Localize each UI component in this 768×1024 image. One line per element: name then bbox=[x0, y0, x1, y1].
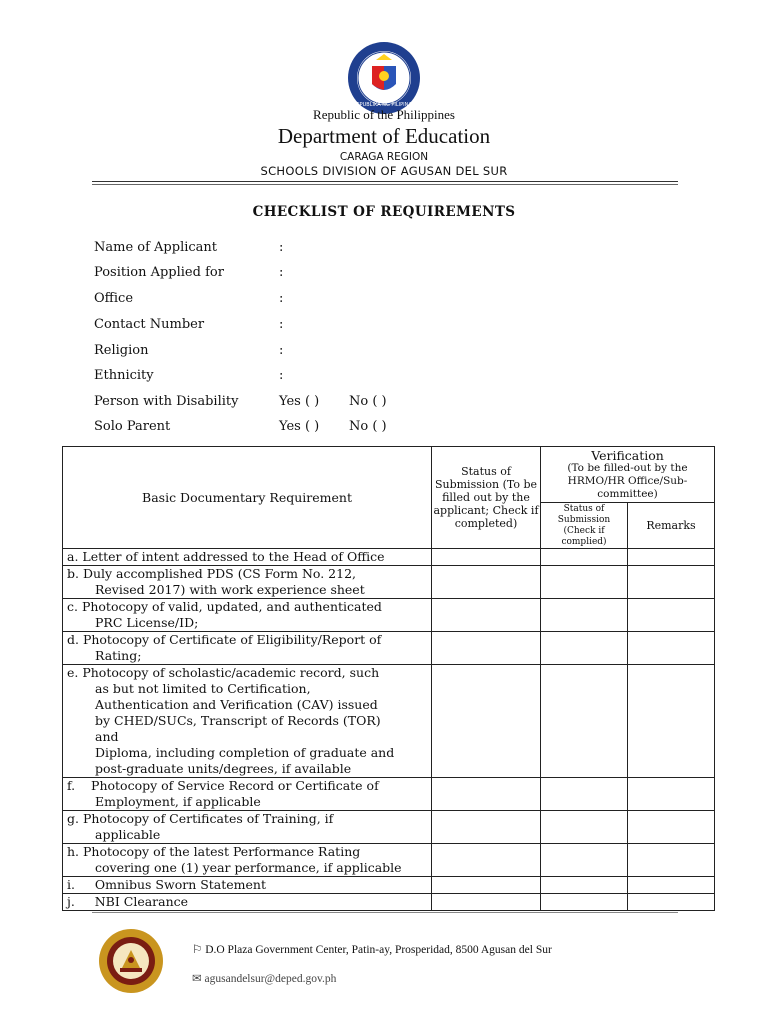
form-title: CHECKLIST OF REQUIREMENTS bbox=[252, 204, 516, 220]
footer-divider bbox=[92, 912, 678, 913]
header-divider bbox=[92, 181, 678, 185]
verification-title: Verification bbox=[591, 448, 664, 463]
requirements-table bbox=[62, 446, 715, 911]
verification-cell[interactable] bbox=[541, 844, 628, 877]
address-text: D.O Plaza Government Center, Patin-ay, Prosperidad, 8500 Agusan del Sur bbox=[205, 944, 552, 956]
requirement-text: and bbox=[95, 729, 119, 744]
deped-seal-logo bbox=[346, 40, 422, 116]
verification-cell[interactable] bbox=[541, 778, 628, 811]
status-cell[interactable] bbox=[432, 844, 541, 877]
remarks-cell[interactable] bbox=[628, 599, 715, 632]
remarks-cell[interactable] bbox=[628, 778, 715, 811]
department-title: Department of Education bbox=[277, 124, 491, 148]
remarks-cell[interactable] bbox=[628, 844, 715, 877]
field-solo-parent-label: Solo Parent bbox=[94, 419, 171, 434]
requirement-text: f. Photocopy of Service Record or Certificate of bbox=[67, 778, 379, 793]
requirement-text: g. Photocopy of Certificates of Training, if bbox=[67, 811, 334, 826]
remarks-cell[interactable] bbox=[628, 549, 715, 566]
field-pwd-label: Person with Disability bbox=[94, 394, 239, 409]
status-cell[interactable] bbox=[432, 632, 541, 665]
field-office-label: Office bbox=[94, 291, 134, 306]
requirement-text: Authentication and Verification (CAV) issued bbox=[95, 697, 378, 712]
field-position-label: Position Applied for bbox=[94, 265, 224, 280]
status-cell[interactable] bbox=[432, 549, 541, 566]
status-cell[interactable] bbox=[432, 599, 541, 632]
requirement-text: e. Photocopy of scholastic/academic record, such bbox=[67, 665, 380, 680]
table-row bbox=[63, 877, 715, 894]
header-verification-status: Status of Submission (Check if complied) bbox=[541, 503, 628, 549]
verification-cell[interactable] bbox=[541, 549, 628, 566]
pwd-no-checkbox[interactable]: No ( ) bbox=[349, 394, 387, 409]
email-text[interactable]: agusandelsur@deped.gov.ph bbox=[204, 973, 337, 985]
verification-cell[interactable] bbox=[541, 632, 628, 665]
pwd-yes-checkbox[interactable]: Yes ( ) bbox=[279, 394, 320, 409]
table-row bbox=[63, 844, 715, 877]
requirement-text: Rating; bbox=[95, 648, 142, 663]
republic-heading: Republic of the Philippines bbox=[313, 107, 455, 122]
field-religion-label: Religion bbox=[94, 343, 149, 358]
field-name-colon: : bbox=[279, 240, 284, 255]
field-position-colon: : bbox=[279, 265, 284, 280]
field-religion-colon: : bbox=[279, 343, 284, 358]
footer-email bbox=[192, 971, 337, 985]
location-icon: ⚐ bbox=[192, 944, 203, 956]
requirement-text: Employment, if applicable bbox=[95, 794, 261, 809]
table-row bbox=[63, 549, 715, 566]
requirement-text: h. Photocopy of the latest Performance Rating bbox=[67, 844, 361, 859]
field-ethnicity-colon: : bbox=[279, 368, 284, 383]
requirement-text: c. Photocopy of valid, updated, and authenticated bbox=[67, 599, 382, 614]
requirement-text: d. Photocopy of Certificate of Eligibility/Report of bbox=[67, 632, 382, 647]
region-label: CARAGA REGION bbox=[339, 151, 429, 163]
requirement-text: by CHED/SUCs, Transcript of Records (TOR) bbox=[95, 713, 381, 728]
header-remarks: Remarks bbox=[628, 503, 715, 549]
field-ethnicity-label: Ethnicity bbox=[94, 368, 154, 383]
solo-parent-no-checkbox[interactable]: No ( ) bbox=[349, 419, 387, 434]
requirement-text: covering one (1) year performance, if applicable bbox=[95, 860, 402, 875]
status-cell[interactable] bbox=[432, 778, 541, 811]
field-name-label: Name of Applicant bbox=[94, 240, 218, 255]
requirement-text: applicable bbox=[95, 827, 161, 842]
header-basic-requirement: Basic Documentary Requirement bbox=[63, 447, 432, 549]
requirement-text: PRC License/ID; bbox=[95, 615, 199, 630]
mail-icon: ✉ bbox=[192, 973, 202, 985]
remarks-cell[interactable] bbox=[628, 566, 715, 599]
table-row bbox=[63, 632, 715, 665]
header-status-submission: Status of Submission (To be filled out by the applicant; Check if completed) bbox=[432, 447, 541, 549]
remarks-cell[interactable] bbox=[628, 632, 715, 665]
verification-cell[interactable] bbox=[541, 566, 628, 599]
division-label: SCHOOLS DIVISION OF AGUSAN DEL SUR bbox=[260, 164, 508, 178]
field-contact-label: Contact Number bbox=[94, 317, 205, 332]
status-cell[interactable] bbox=[432, 811, 541, 844]
table-row bbox=[63, 811, 715, 844]
status-cell[interactable] bbox=[432, 566, 541, 599]
deped-footer-logo bbox=[98, 928, 164, 994]
verification-cell[interactable] bbox=[541, 665, 628, 778]
verification-cell[interactable] bbox=[541, 877, 628, 894]
remarks-cell[interactable] bbox=[628, 665, 715, 778]
table-row bbox=[63, 894, 715, 911]
verification-note: (To be filled-out by the HRMO/HR Office/Sub-committee) bbox=[567, 462, 688, 500]
table-row bbox=[63, 778, 715, 811]
status-cell[interactable] bbox=[432, 665, 541, 778]
remarks-cell[interactable] bbox=[628, 877, 715, 894]
verification-cell[interactable] bbox=[541, 811, 628, 844]
table-row bbox=[63, 665, 715, 778]
seal-text: REPUBLIKA NG PILIPINAS bbox=[353, 102, 415, 108]
table-row bbox=[63, 566, 715, 599]
verification-cell[interactable] bbox=[541, 599, 628, 632]
table-row bbox=[63, 599, 715, 632]
footer-address bbox=[192, 943, 592, 957]
field-contact-colon: : bbox=[279, 317, 284, 332]
requirement-text: Revised 2017) with work experience sheet bbox=[95, 582, 365, 597]
requirement-text: j. NBI Clearance bbox=[67, 894, 189, 909]
verification-cell[interactable] bbox=[541, 894, 628, 911]
requirement-text: b. Duly accomplished PDS (CS Form No. 212, bbox=[67, 566, 357, 581]
requirement-text: as but not limited to Certification, bbox=[95, 681, 311, 696]
requirement-text: Diploma, including completion of graduate and bbox=[95, 745, 395, 760]
remarks-cell[interactable] bbox=[628, 811, 715, 844]
header-verification bbox=[541, 447, 715, 503]
solo-parent-yes-checkbox[interactable]: Yes ( ) bbox=[279, 419, 320, 434]
requirement-text: i. Omnibus Sworn Statement bbox=[67, 877, 266, 892]
remarks-cell[interactable] bbox=[628, 894, 715, 911]
status-cell[interactable] bbox=[432, 877, 541, 894]
requirement-text: post-graduate units/degrees, if available bbox=[95, 761, 352, 776]
field-office-colon: : bbox=[279, 291, 284, 306]
status-cell[interactable] bbox=[432, 894, 541, 911]
requirement-text: a. Letter of intent addressed to the Head of Office bbox=[67, 549, 385, 564]
